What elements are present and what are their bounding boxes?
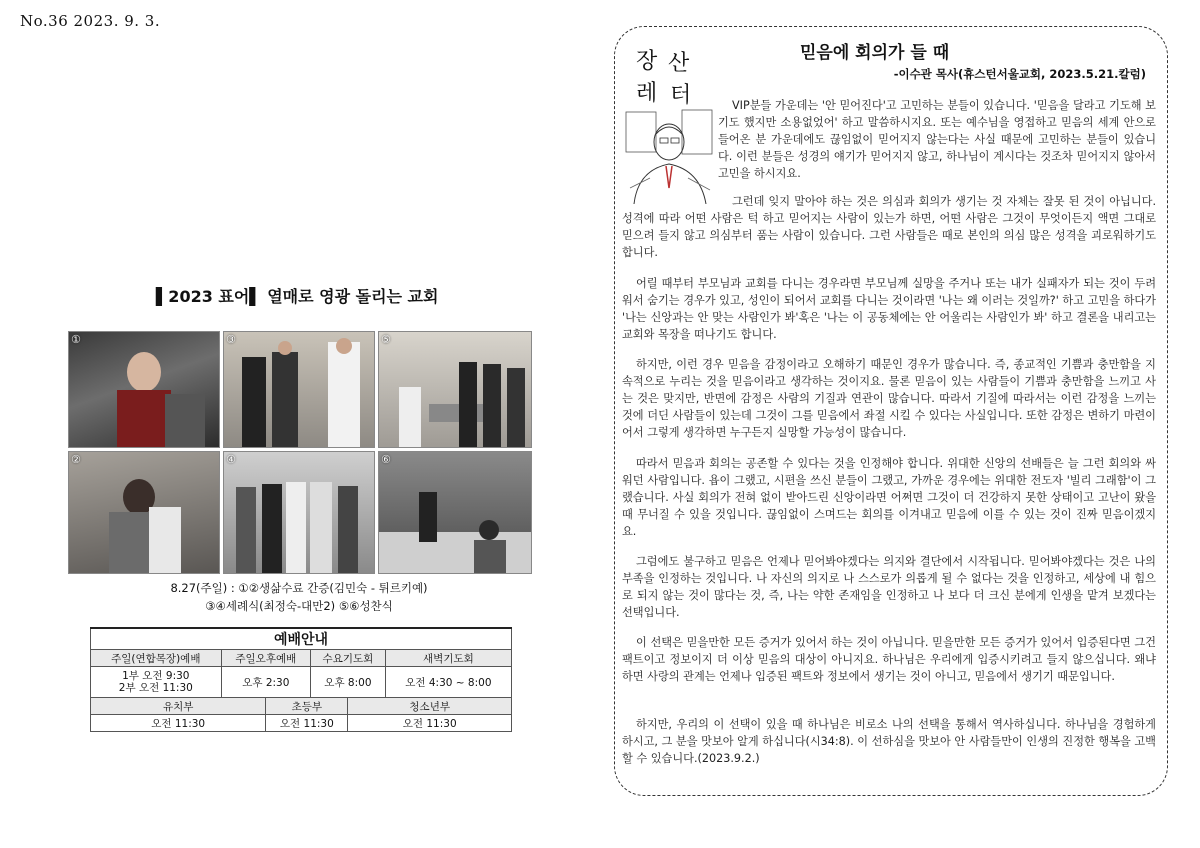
photo-5-image xyxy=(379,332,531,447)
photo-6 xyxy=(378,451,532,574)
letter-paragraph: 어릴 때부터 부모님과 교회를 다니는 경우라면 부모님께 실망을 주거나 또는 내가 실패자가 되는 것이 두려워서 숨기는 경우가 있고, 성인이 되어서 교회를 다니는 것이라면 '나는 왜 이러는 것일까?' 하고 고민을 하다가 '나는 신앙과는 안 맞는 사람인가 봐'혹은 '나는 이 공동체에는 안 어울리는 사람인가 봐' 하고 결론을 내리고는 교회와 목장을 떠나기도 합니다. xyxy=(622,277,1156,341)
photo-number: ① xyxy=(71,333,81,346)
photo-2 xyxy=(68,451,220,574)
photo-number: ⑥ xyxy=(381,453,391,466)
worship-time: 1부 오전 9:30 2부 오전 11:30 xyxy=(91,667,222,698)
dept-header: 초등부 xyxy=(266,698,348,715)
badge-char: 산 xyxy=(668,51,690,76)
dept-header: 청소년부 xyxy=(348,698,512,715)
photo-number: ⑤ xyxy=(381,333,391,346)
worship-col-header: 주일오후예배 xyxy=(221,650,310,667)
letter-paragraph: 따라서 믿음과 회의는 공존할 수 있다는 것을 인정해야 합니다. 위대한 신앙의 선배들은 늘 그런 회의와 싸워던 사람입니다. 욥이 그랬고, 시편을 쓰신 분들이 그랬고, 가까운 경우에는 위대한 전도자 '빌리 그래함'이 그랬습니다. 사실 회의가 전혀 없이 받아드린 신앙이라면 어쩌면 그것이 더 건강하지 못한 상태이고 고난이 왔을 때 무너질 수 있을 것입니다. 끊임없이 스며드는 회의를 이겨내고 믿음에 이를 수 있는 것이 진짜 믿음이겠지요. xyxy=(622,457,1156,538)
photo-caption-1: 8.27(주일) : ①②생삶수료 간증(김민숙 - 튀르키예) xyxy=(170,581,428,595)
photo-1-image xyxy=(69,332,219,447)
photo-3-image xyxy=(224,332,374,447)
badge-char: 터 xyxy=(670,83,692,108)
worship-col-header: 주일(연합목장)예배 xyxy=(91,650,222,667)
photo-4 xyxy=(223,451,375,574)
photo-6-image xyxy=(379,452,531,573)
photo-caption-2: ③④세례식(최정숙-대만2) ⑤⑥성찬식 xyxy=(205,599,393,613)
worship-time: 오후 8:00 xyxy=(311,667,386,698)
worship-time: 오후 2:30 xyxy=(221,667,310,698)
photo-number: ④ xyxy=(226,453,236,466)
letter-paragraph: 그럼에도 불구하고 믿음은 언제나 믿어봐야겠다는 의지와 결단에서 시작됩니다. 믿어봐야겠다는 것은 나의 부족을 인정하는 것입니다. 나 자신의 의지로 나 스스로가 의롭게 될 수 없다는 것을 인정하고, 세상에 내 힘으로 되지 않는 것이 많다는 것, 즉, 나는 약한 존재임을 인정하고 나 보다 더 크신 분에게 인생을 맡겨 보겠다는 선택입니다. xyxy=(622,555,1156,619)
pastor-portrait-sketch xyxy=(624,108,714,204)
photo-4-image xyxy=(224,452,374,573)
worship-time: 오전 4:30 ~ 8:00 xyxy=(385,667,511,698)
worship-schedule-table xyxy=(90,627,512,732)
dept-time: 오전 11:30 xyxy=(91,715,266,732)
worship-col-header: 새벽기도회 xyxy=(385,650,511,667)
badge-char: 장 xyxy=(636,49,658,74)
letter-title: 믿음에 회의가 들 때 xyxy=(800,43,950,63)
letter-paragraph: VIP분들 가운데는 '안 믿어진다'고 고민하는 분들이 있습니다. '믿음을 달라고 기도해 보기도 했지만 소용없었어' 하고 말씀하시지요. 또는 예수님을 영접하고 믿음의 세계 안으로 들어온 분 가운데에도 끊임없이 믿어지지 않는다는 사실 때문에 고민하는 분들이 있습니다. 이런 분들은 성경의 얘기가 믿어지지 않고, 하나님이 계시다는 것조차 믿어지지 않아서 고민을 하시지요. xyxy=(718,99,1156,180)
photo-grid xyxy=(68,331,530,572)
worship-title: 예배안내 xyxy=(91,628,512,650)
photo-1 xyxy=(68,331,220,448)
motto-title: ▌2023 표어▌ 열매로 영광 돌리는 교회 xyxy=(156,287,439,306)
issue-header: No.36 2023. 9. 3. xyxy=(20,12,161,30)
dept-time: 오전 11:30 xyxy=(348,715,512,732)
worship-col-header: 수요기도회 xyxy=(311,650,386,667)
photo-5 xyxy=(378,331,532,448)
letter-author: -이수관 목사(휴스턴서울교회, 2023.5.21.칼럼) xyxy=(893,67,1146,81)
badge-char: 레 xyxy=(636,81,658,106)
letter-paragraph: 그런데 잊지 말아야 하는 것은 의심과 회의가 생기는 것 자체는 잘못 된 것이 아닙니다. 성격에 따라 어떤 사람은 턱 하고 믿어지는 사람이 있는가 하면, 어떤 사람은 그것이 무엇이든지 액면 그대로 믿으려 들지 않고 의심부터 품는 사람이 있습니다. 그런 사람들은 때로 본인의 의심 많은 성격을 괴로워하기도 합니다. xyxy=(622,195,1156,259)
jangsan-letter-badge xyxy=(632,44,700,106)
photo-2-image xyxy=(69,452,219,573)
dept-header: 유치부 xyxy=(91,698,266,715)
letter-paragraph: 이 선택은 믿을만한 모든 증거가 있어서 하는 것이 아닙니다. 믿을만한 모든 증거가 있어서 입증된다면 그건 팩트이고 정보이지 더 이상 믿음의 대상이 아니지요. 하나님은 우리에게 입증시키려고 들지 않으십니다. 왜냐하면 사랑의 관계는 언제나 입증된 팩트와 정보에서 생기는 것이 아니고, 믿음에서 생기기 때문입니다. xyxy=(622,636,1156,683)
photo-number: ③ xyxy=(226,333,236,346)
letter-paragraph: 하지만, 이런 경우 믿음을 감정이라고 오해하기 때문인 경우가 많습니다. 즉, 종교적인 기쁨과 충만함을 지속적으로 누리는 것을 믿음이라고 생각하는 것이지요. 물론 믿음이 있는 사람들이 기쁨과 충만함을 느끼고 사는 것은 맞지만, 반면에 감정은 사람의 기질과 연관이 많습니다. 따라서 기질에 따라서는 이런 감정을 느끼는 것에 더딘 사람들이 있는데 그것이 그를 믿음에서 좌절 시킬 수 있다는 사실입니다. 또한 감정은 변하기 마련이어서 그렇게 생각하면 누구든지 실망할 가능성이 많습니다. xyxy=(622,358,1156,439)
dept-time: 오전 11:30 xyxy=(266,715,348,732)
photo-number: ② xyxy=(71,453,81,466)
letter-paragraph: 하지만, 우리의 이 선택이 있을 때 하나님은 비로소 나의 선택을 통해서 역사하십니다. 하나님을 경험하게 하시고, 그 분을 맛보아 알게 하십니다(시34:8). 이 선하심을 맛보아 안 사람들만이 인생의 진정한 행복을 고백할 수 있습니다.(2023.9.2.) xyxy=(622,718,1156,765)
photo-3 xyxy=(223,331,375,448)
